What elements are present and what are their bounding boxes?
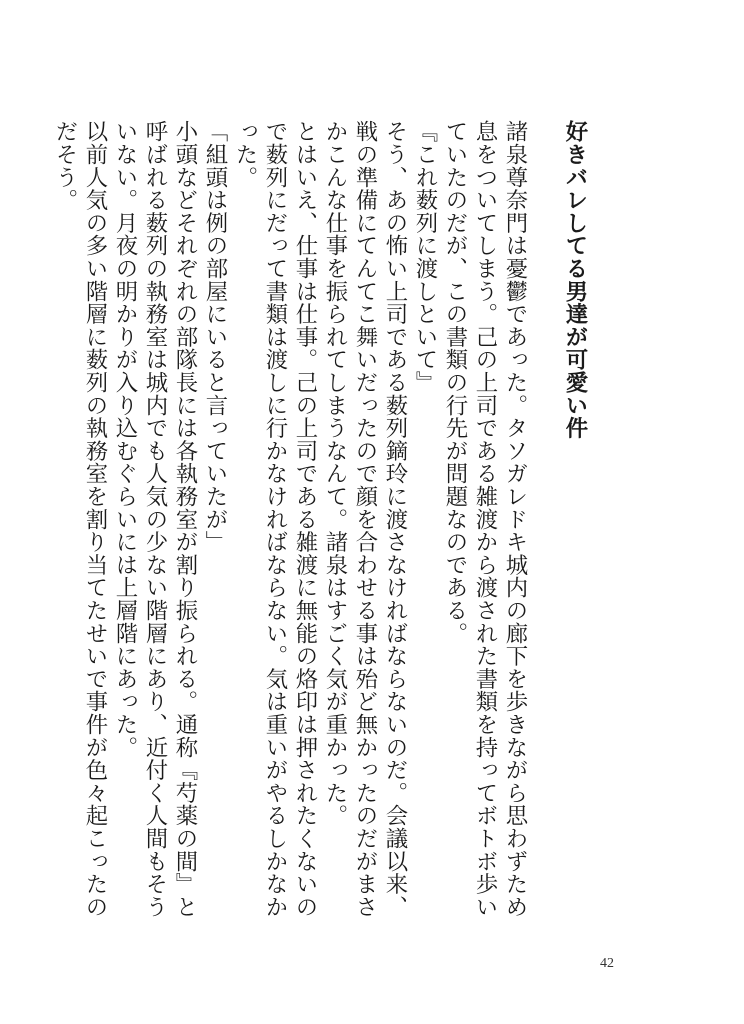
paragraph-2: 『これ薮列に渡しといて』 bbox=[412, 120, 438, 394]
paragraph-1: 諸泉尊奈門は憂鬱であった。タソガレドキ城内の廊下を歩きながら思わずため息をついてしまう。己の上司である雑渡から渡された書類を持ってボトボ歩いていたのだが、この書類の行先が問題なのである。 bbox=[442, 120, 528, 918]
paragraph-3: そう、あの怖い上司である薮列鏑玲に渡さなければならないのだ。会議以来、戦の準備にてんてこ舞いだったので顔を合わせる事は殆ど無かったのだがまさかこんな仕事を振られてしまうなんて。諸泉はすごく気が重かった。 bbox=[322, 120, 408, 918]
paragraph-6: 小頭などそれぞれの部隊長には各執務室が割り振られる。通称『芍薬の間』と呼ばれる薮列の執務室は城内でも人気の少ない階層にあり、近付く人間もそういない。月夜の明かりが入り込むぐらいには上層階にあった。 bbox=[112, 120, 198, 918]
paragraph-4: とはいえ、仕事は仕事。己の上司である雑渡に無能の烙印は押されたくないので薮列にだって書類は渡しに行かなければならない。気は重いがやるしかなかった。 bbox=[232, 120, 318, 918]
page-number: 42 bbox=[600, 956, 614, 971]
paragraph-7: 以前人気の多い階層に薮列の執務室を割り当てたせいで事件が色々起こったのだそう。 bbox=[52, 120, 108, 918]
vertical-text-block bbox=[52, 120, 590, 920]
paragraph-5: 「組頭は例の部屋にいると言っていたが」 bbox=[202, 120, 228, 554]
chapter-title: 好きバレしてる男達が可愛い件 bbox=[562, 120, 588, 440]
